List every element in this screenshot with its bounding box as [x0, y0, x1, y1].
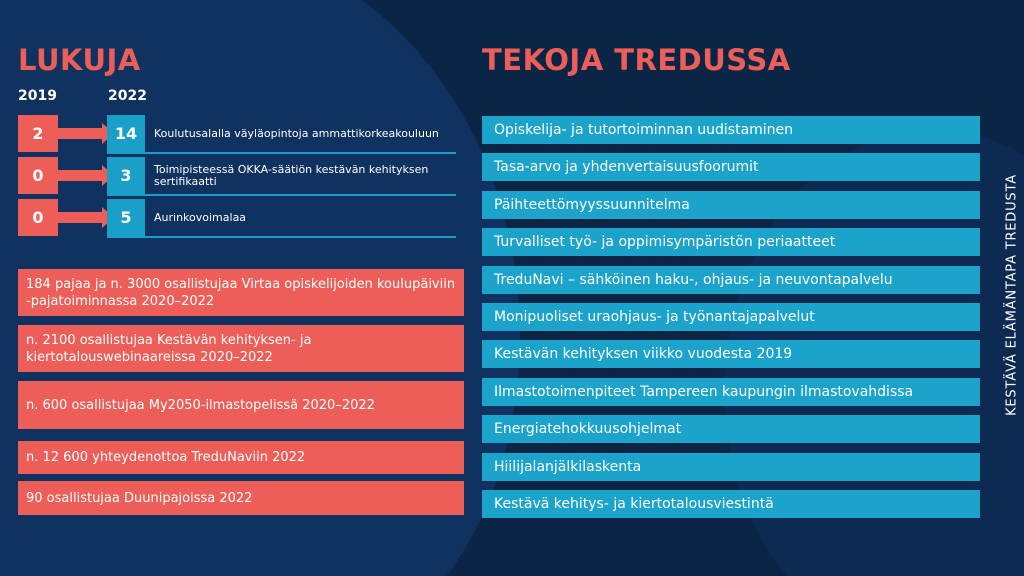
- stat-row: [18, 157, 456, 194]
- fact-box: 90 osallistujaa Duunipajoissa 2022: [18, 481, 464, 515]
- action-list: [482, 116, 980, 527]
- action-item: Kestävän kehityksen viikko vuodesta 2019: [482, 340, 980, 368]
- stat-label: Aurinkovoimalaa: [154, 210, 247, 224]
- stat-to-value: 5: [107, 199, 145, 236]
- stat-to-value: 14: [107, 115, 145, 152]
- stat-row: [18, 199, 456, 236]
- stat-label: Toimipisteessä OKKA-säätiön kestävän kehityksen sertifikaatti: [154, 162, 429, 188]
- divider: [107, 236, 456, 238]
- action-item: Päihteettömyyssuunnitelma: [482, 191, 980, 219]
- stat-row: [18, 115, 456, 152]
- stat-label: Koulutusalalla väyläopintoja ammattikorkeakouluun: [154, 126, 439, 140]
- fact-box: n. 12 600 yhteydenottoa TreduNaviin 2022: [18, 441, 464, 474]
- divider: [107, 194, 456, 196]
- action-item: Turvalliset työ- ja oppimisympäristön periaatteet: [482, 228, 980, 256]
- action-item: Hiilijalanjälkilaskenta: [482, 453, 980, 481]
- stat-from-value: 0: [18, 199, 58, 236]
- lukuja-title: LUKUJA: [18, 43, 141, 77]
- stat-from-value: 0: [18, 157, 58, 194]
- action-item: Tasa-arvo ja yhdenvertaisuusfoorumit: [482, 153, 980, 181]
- action-item: Monipuoliset uraohjaus- ja työnantajapalvelut: [482, 303, 980, 331]
- year-to: 2022: [108, 88, 147, 104]
- action-item: TreduNavi – sähköinen haku-, ohjaus- ja neuvontapalvelu: [482, 266, 980, 294]
- action-item: Energiatehokkuusohjelmat: [482, 415, 980, 443]
- fact-box: 184 pajaa ja n. 3000 osallistujaa Virtaa opiskelijoiden koulupäiviin -pajatoiminnassa 2020–2022: [18, 269, 464, 316]
- side-caption-text: KESTÄVÄ ELÄMÄNTAPA TREDUSTA: [1004, 174, 1020, 416]
- action-item: Opiskelija- ja tutortoiminnan uudistaminen: [482, 116, 980, 144]
- action-item: Ilmastotoimenpiteet Tampereen kaupungin ilmastovahdissa: [482, 378, 980, 406]
- tekoja-title: TEKOJA TREDUSSA: [482, 43, 791, 77]
- stat-to-value: 3: [107, 157, 145, 194]
- year-from: 2019: [18, 88, 57, 104]
- fact-box: n. 600 osallistujaa My2050-ilmastopelissä 2020–2022: [18, 381, 464, 429]
- action-item: Kestävä kehitys- ja kiertotalousviestintä: [482, 490, 980, 518]
- side-caption: [1002, 160, 1022, 430]
- fact-box: n. 2100 osallistujaa Kestävän kehityksen- ja kiertotalouswebinaareissa 2020–2022: [18, 325, 464, 372]
- divider: [107, 152, 456, 154]
- stat-from-value: 2: [18, 115, 58, 152]
